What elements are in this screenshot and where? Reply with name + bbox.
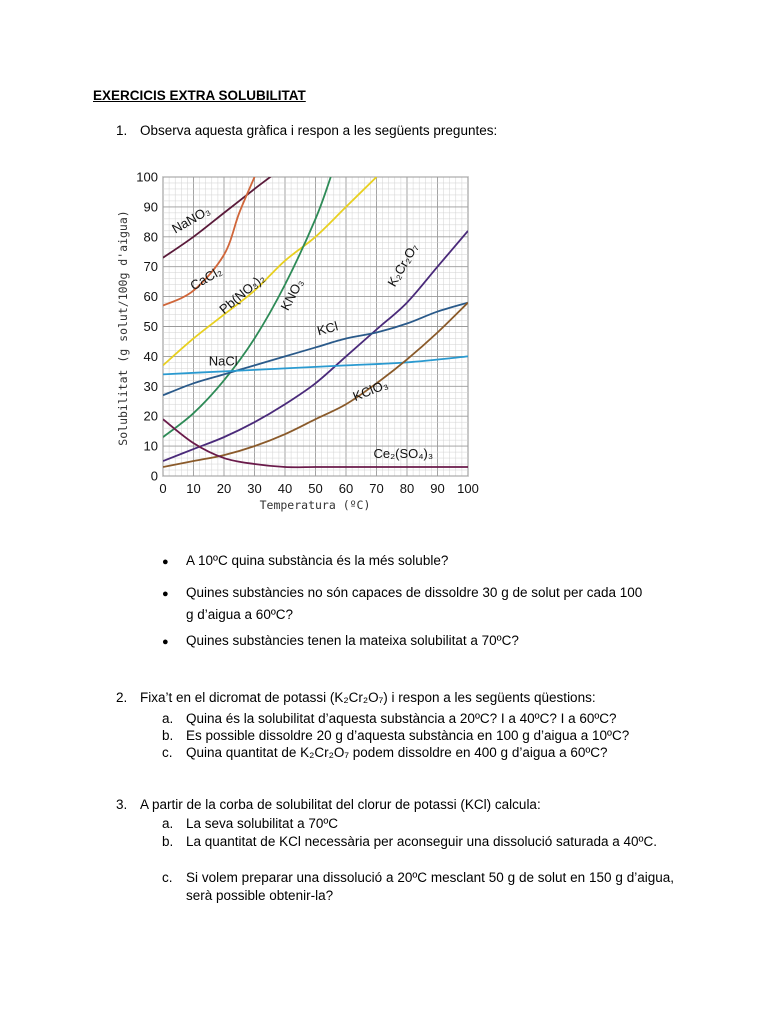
x-tick-label: 30 <box>247 481 262 496</box>
document-title: EXERCICIS EXTRA SOLUBILITAT <box>93 88 306 103</box>
x-tick-label: 100 <box>457 481 479 496</box>
bullet-3-text: Quines substàncies tenen la mateixa solubilitat a 70ºC? <box>186 633 519 648</box>
item-text: La quantitat de KCl necessària per aconseguir una dissolució saturada a 40ºC. <box>186 834 657 849</box>
series-label: K₂Cr₂O₇ <box>384 240 421 290</box>
item-text: Quina quantitat de K₂Cr₂O₇ podem dissoldre en 400 g d’aigua a 60ºC? <box>186 745 608 760</box>
y-tick-label: 20 <box>143 408 158 424</box>
question-3-text: A partir de la corba de solubilitat del clorur de potassi (KCl) calcula: <box>140 797 541 812</box>
question-3 <box>116 797 541 812</box>
y-tick-label: 50 <box>143 319 158 334</box>
question-3-item-a <box>162 815 674 833</box>
question-3-number: 3. <box>116 797 128 812</box>
item-letter: a. <box>162 711 174 726</box>
bullet-2 <box>162 582 642 605</box>
bullet-2-continued <box>186 604 293 626</box>
series-label: NaNO₃ <box>169 202 213 237</box>
item-letter: c. <box>162 745 173 760</box>
question-2-item-c <box>162 744 608 762</box>
bullet-dot: ● <box>162 588 169 600</box>
x-axis-label: Temperatura (ºC) <box>259 498 371 512</box>
y-tick-label: 30 <box>143 378 158 394</box>
y-tick-label: 80 <box>143 229 158 245</box>
question-2-item-a <box>162 710 617 728</box>
bullet-dot: ● <box>162 556 169 568</box>
series-label: Ce₂(SO₄)₃ <box>373 446 434 462</box>
y-axis-label: Solubilitat (g solut/100g d'aigua) <box>116 210 130 446</box>
question-2-item-b <box>162 727 629 745</box>
series-label: KClO₃ <box>350 376 390 405</box>
bullet-2-text: Quines substàncies no són capaces de dissoldre 30 g de solut per cada 100 <box>186 585 643 600</box>
question-2-number: 2. <box>116 690 128 705</box>
question-3-item-b <box>162 833 674 851</box>
x-tick-label: 70 <box>369 481 384 496</box>
x-tick-label: 90 <box>430 481 445 496</box>
x-tick-label: 80 <box>399 481 415 496</box>
y-tick-label: 70 <box>143 259 158 275</box>
question-2 <box>116 690 596 705</box>
bullet-1-text: A 10ºC quina substància és la més soluble? <box>186 553 449 568</box>
series-label: CaCl₂ <box>187 263 225 294</box>
series-label: NaCl <box>208 353 238 369</box>
item-text: Si volem preparar una dissolució a 20ºC mesclant 50 g de solut en 150 g d’aigua, serà possible obtenir-la? <box>186 870 674 903</box>
y-tick-label: 100 <box>136 169 158 185</box>
question-3-item-c <box>162 869 674 904</box>
y-tick-label: 60 <box>143 289 158 305</box>
x-tick-label: 0 <box>159 481 167 496</box>
y-tick-label: 10 <box>143 438 158 454</box>
item-letter: b. <box>162 834 174 849</box>
series-label: KCl <box>315 318 340 339</box>
question-2-text: Fixa’t en el dicromat de potassi (K₂Cr₂O₇) i respon a les següents qüestions: <box>140 690 596 705</box>
x-tick-label: 40 <box>277 481 293 496</box>
solubility-chart <box>105 165 495 521</box>
series-label: Pb(NO₃)₂ <box>216 270 268 317</box>
x-tick-label: 50 <box>308 481 323 496</box>
item-letter: a. <box>162 816 174 831</box>
item-letter: c. <box>162 870 173 885</box>
item-text: Es possible dissoldre 20 g d’aquesta substància en 100 g d’aigua a 10ºC? <box>186 728 630 743</box>
y-tick-label: 40 <box>143 348 158 364</box>
question-1-number: 1. <box>116 123 128 138</box>
x-tick-label: 60 <box>338 481 354 496</box>
bullet-3 <box>162 630 519 653</box>
x-tick-label: 20 <box>216 481 232 496</box>
item-text: La seva solubilitat a 70ºC <box>186 816 339 831</box>
item-text: Quina és la solubilitat d’aquesta substància a 20ºC? I a 40ºC? I a 60ºC? <box>186 711 617 726</box>
question-1 <box>116 123 497 138</box>
series-label: KNO₃ <box>277 276 307 313</box>
bullet-1 <box>162 550 448 573</box>
bullet-2-text-continued: g d’aigua a 60ºC? <box>186 607 294 622</box>
y-tick-label: 0 <box>150 468 158 484</box>
bullet-dot: ● <box>162 636 169 648</box>
question-1-text: Observa aquesta gràfica i respon a les següents preguntes: <box>140 123 498 138</box>
x-tick-label: 10 <box>186 481 201 496</box>
y-tick-label: 90 <box>143 199 158 215</box>
item-letter: b. <box>162 728 174 743</box>
